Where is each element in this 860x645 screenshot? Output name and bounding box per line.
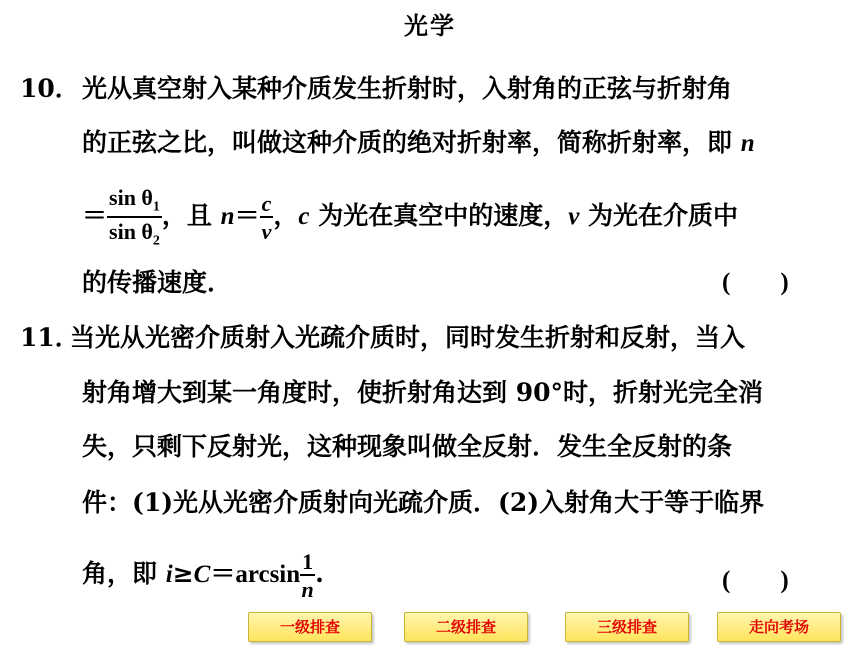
item-text: 为光在真空中的速度， bbox=[318, 201, 569, 231]
answer-blank-10[interactable]: ( ) bbox=[722, 269, 789, 296]
item-text: 当光从光密介质射入光疏介质时，同时发生折射和反射，当入 bbox=[70, 323, 746, 352]
level-2-check-button[interactable]: 二级排查 bbox=[404, 612, 528, 642]
item-10-line-4 bbox=[82, 270, 232, 295]
equals-sign: ＝ bbox=[82, 201, 108, 231]
fraction-denominator: n bbox=[301, 577, 314, 603]
level-3-check-button[interactable]: 三级排查 bbox=[565, 612, 689, 642]
var-c: c bbox=[298, 203, 310, 231]
item-text: ，且 bbox=[161, 201, 212, 231]
item-11-line-2 bbox=[82, 380, 763, 405]
var-i: i bbox=[165, 561, 173, 589]
item-11-line-4 bbox=[82, 490, 764, 515]
fraction-numerator: c bbox=[260, 192, 274, 218]
item-text: 的正弦之比，叫做这种介质的绝对折射率，简称折射率，即 bbox=[82, 128, 733, 157]
equals-sign: ＝ bbox=[234, 201, 260, 231]
page-title: 光学 bbox=[404, 11, 456, 40]
fraction-denominator: $\sin \theta_2$ bbox=[109, 219, 160, 249]
item-text: 的传播速度． bbox=[82, 268, 233, 297]
geq-sign: ≥ bbox=[172, 559, 194, 589]
var-n: n bbox=[740, 130, 755, 157]
item-text: . bbox=[315, 559, 324, 589]
item-number: 11． bbox=[20, 323, 80, 352]
item-text: 光从真空射入某种介质发生折射时，入射角的正弦与折射角 bbox=[82, 74, 733, 103]
fraction-one-over-n bbox=[300, 550, 315, 601]
item-text: ， bbox=[273, 201, 299, 231]
item-10-line-1 bbox=[20, 76, 732, 101]
item-number: 10． bbox=[20, 74, 80, 103]
item-text: 失，只剩下反射光，这种现象叫做全反射．发生全反射的条 bbox=[82, 432, 733, 461]
item-11-line-3 bbox=[82, 434, 732, 459]
arcsin-text: ＝arcsin bbox=[210, 561, 301, 589]
fraction-sin-ratio bbox=[107, 186, 162, 249]
item-text: 件：(1)光从光密介质射向光疏介质．(2)入射角大于等于临界 bbox=[82, 488, 765, 517]
item-text: 角，即 bbox=[82, 559, 158, 589]
fraction-numerator: $\sin \theta_1$ bbox=[107, 186, 162, 218]
item-10-line-2 bbox=[82, 130, 755, 156]
fraction-c-over-v bbox=[260, 192, 274, 243]
item-10-line-3 bbox=[82, 186, 738, 249]
item-11-line-1 bbox=[20, 325, 745, 350]
fraction-numerator: 1 bbox=[300, 550, 315, 576]
go-to-exam-button[interactable]: 走向考场 bbox=[717, 612, 841, 642]
level-1-check-button[interactable]: 一级排查 bbox=[248, 612, 372, 642]
fraction-denominator: v bbox=[261, 219, 272, 245]
item-11-line-5 bbox=[82, 550, 324, 601]
item-text: 射角增大到某一角度时，使折射角达到 90°时，折射光完全消 bbox=[82, 378, 763, 407]
var-C: C bbox=[193, 561, 211, 589]
var-n: n bbox=[220, 203, 235, 231]
answer-blank-11[interactable]: ( ) bbox=[722, 567, 789, 594]
var-v: v bbox=[568, 203, 580, 231]
item-text: 为光在介质中 bbox=[588, 201, 739, 231]
